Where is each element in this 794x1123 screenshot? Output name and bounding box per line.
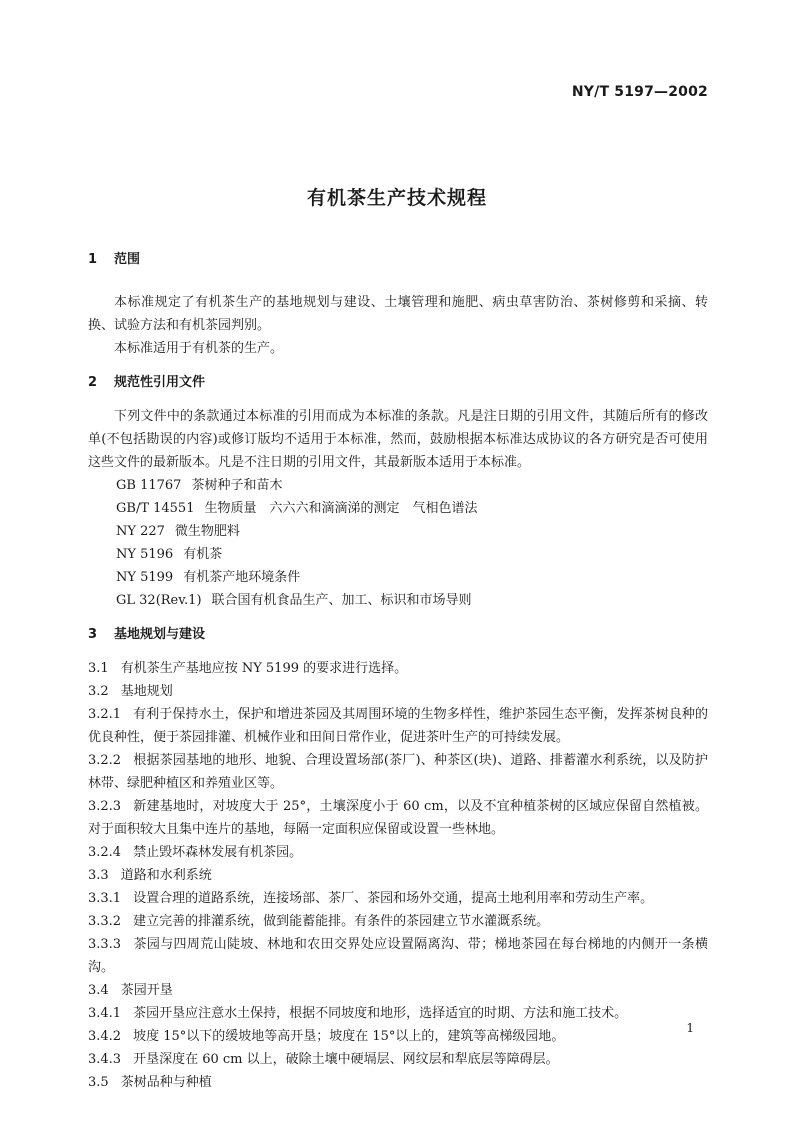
clause-number: 3.5 [88, 1075, 109, 1090]
clause-number: 3.4.3 [88, 1052, 122, 1067]
reference-item [88, 566, 708, 589]
clause-number: 3.2.2 [88, 753, 122, 768]
reference-code: GB 11767 [116, 478, 182, 493]
clause-number: 3.3.1 [88, 891, 122, 906]
reference-name: 有机茶产地环境条件 [183, 570, 301, 585]
clause [88, 1025, 708, 1048]
clause-number: 3.4 [88, 983, 109, 998]
reference-code: GB/T 14551 [116, 501, 195, 516]
clause-number: 3.2.3 [88, 799, 122, 814]
clause-text: 建立完善的排灌系统，做到能蓄能排。有条件的茶园建立节水灌溉系统。 [133, 914, 550, 929]
page-number: 1 [686, 1021, 694, 1035]
section-heading-3 [88, 623, 708, 646]
clause-text: 根据茶园基地的地形、地貌、合理设置场部(茶厂)、种茶区(块)、道路、排蓄灌水利系统，以及防护林带、绿肥种植区和养殖业区等。 [88, 753, 708, 791]
clause-text: 禁止毁坏森林发展有机茶园。 [133, 845, 303, 860]
reference-name: 有机茶 [183, 547, 223, 562]
section-number: 3 [88, 627, 98, 642]
document-body [88, 248, 708, 1094]
clause-text: 有机茶生产基地应按 NY 5199 的要求进行选择。 [120, 661, 408, 676]
clause-text: 开垦深度在 60 cm 以上，破除土壤中硬塥层、网纹层和犁底层等障碍层。 [133, 1052, 559, 1067]
reference-name: 茶树种子和苗木 [191, 478, 283, 493]
reference-name: 生物质量 六六六和滴滴涕的测定 气相色谱法 [204, 501, 478, 516]
clause-number: 3.1 [88, 661, 109, 676]
reference-item [88, 497, 708, 520]
clause [88, 1048, 708, 1071]
clause-text: 设置合理的道路系统，连接场部、茶厂、茶园和场外交通，提高土地利用率和劳动生产率。 [133, 891, 654, 906]
clause [88, 1071, 708, 1094]
clause [88, 657, 708, 680]
reference-item [88, 589, 708, 612]
clause-text: 有利于保持水土，保护和增进茶园及其周围环境的生物多样性，维护茶园生态平衡，发挥茶树良种的优良种性，便于茶园排灌、机械作业和田间日常作业，促进茶叶生产的可持续发展。 [88, 707, 708, 745]
section-title: 范围 [114, 252, 141, 267]
section-title: 规范性引用文件 [114, 375, 206, 390]
clause-text: 新建基地时，对坡度大于 25°，土壤深度小于 60 cm，以及不宜种植茶树的区域应保留自然植被。对于面积较大且集中连片的基地，每隔一定面积应保留或设置一些林地。 [88, 799, 708, 837]
clause-text: 茶园开垦应注意水土保持，根据不同坡度和地形，选择适宜的时期、方法和施工技术。 [133, 1006, 628, 1021]
clause [88, 795, 708, 841]
section-title: 基地规划与建设 [114, 627, 206, 642]
clause-number: 3.2 [88, 684, 109, 699]
document-title: 有机茶生产技术规程 [306, 187, 487, 209]
reference-code: NY 5199 [116, 570, 174, 585]
reference-item [88, 474, 708, 497]
clause-text: 道路和水利系统 [120, 868, 212, 883]
section-heading-2 [88, 371, 708, 394]
clause-text: 茶园开垦 [120, 983, 173, 998]
clause-number: 3.3.2 [88, 914, 122, 929]
paragraph: 下列文件中的条款通过本标准的引用而成为本标准的条款。凡是注日期的引用文件，其随后所有的修改单(不包括勘误的内容)或修订版均不适用于本标准，然而，鼓励根据本标准达成协议的各方研究是否可使用这些文件的最新版本。凡是不注日期的引用文件，其最新版本适用于本标准。 [88, 409, 708, 470]
clause [88, 910, 708, 933]
reference-item [88, 543, 708, 566]
clause-number: 3.4.2 [88, 1029, 122, 1044]
paragraph: 本标准适用于有机茶的生产。 [114, 341, 284, 356]
section-heading-1 [88, 248, 708, 271]
standard-code: NY/T 5197—2002 [571, 84, 708, 100]
clause-text: 茶园与四周荒山陡坡、林地和农田交界处应设置隔离沟、带；梯地茶园在每台梯地的内侧开一条横沟。 [88, 937, 708, 975]
reference-code: NY 227 [116, 524, 165, 539]
reference-name: 联合国有机食品生产、加工、标识和市场导则 [211, 593, 472, 608]
clause [88, 1002, 708, 1025]
clause-text: 茶树品种与种植 [120, 1075, 212, 1090]
clause [88, 749, 708, 795]
reference-name: 微生物肥料 [174, 524, 240, 539]
clause [88, 933, 708, 979]
clause [88, 703, 708, 749]
reference-item [88, 520, 708, 543]
clause-number: 3.4.1 [88, 1006, 122, 1021]
reference-code: GL 32(Rev.1) [116, 593, 202, 608]
section-number: 2 [88, 375, 98, 390]
clause [88, 680, 708, 703]
clause-number: 3.2.4 [88, 845, 122, 860]
clause [88, 841, 708, 864]
reference-code: NY 5196 [116, 547, 174, 562]
clause-number: 3.2.1 [88, 707, 122, 722]
clause [88, 864, 708, 887]
section-number: 1 [88, 252, 98, 267]
clause [88, 979, 708, 1002]
clause-number: 3.3.3 [88, 937, 122, 952]
clause [88, 887, 708, 910]
paragraph: 本标准规定了有机茶生产的基地规划与建设、土壤管理和施肥、病虫草害防治、茶树修剪和采摘、转换、试验方法和有机茶园判别。 [88, 295, 708, 333]
clause-number: 3.3 [88, 868, 109, 883]
clause-text: 基地规划 [120, 684, 173, 699]
clause-text: 坡度 15°以下的缓坡地等高开垦；坡度在 15°以上的，建筑等高梯级园地。 [133, 1029, 565, 1044]
